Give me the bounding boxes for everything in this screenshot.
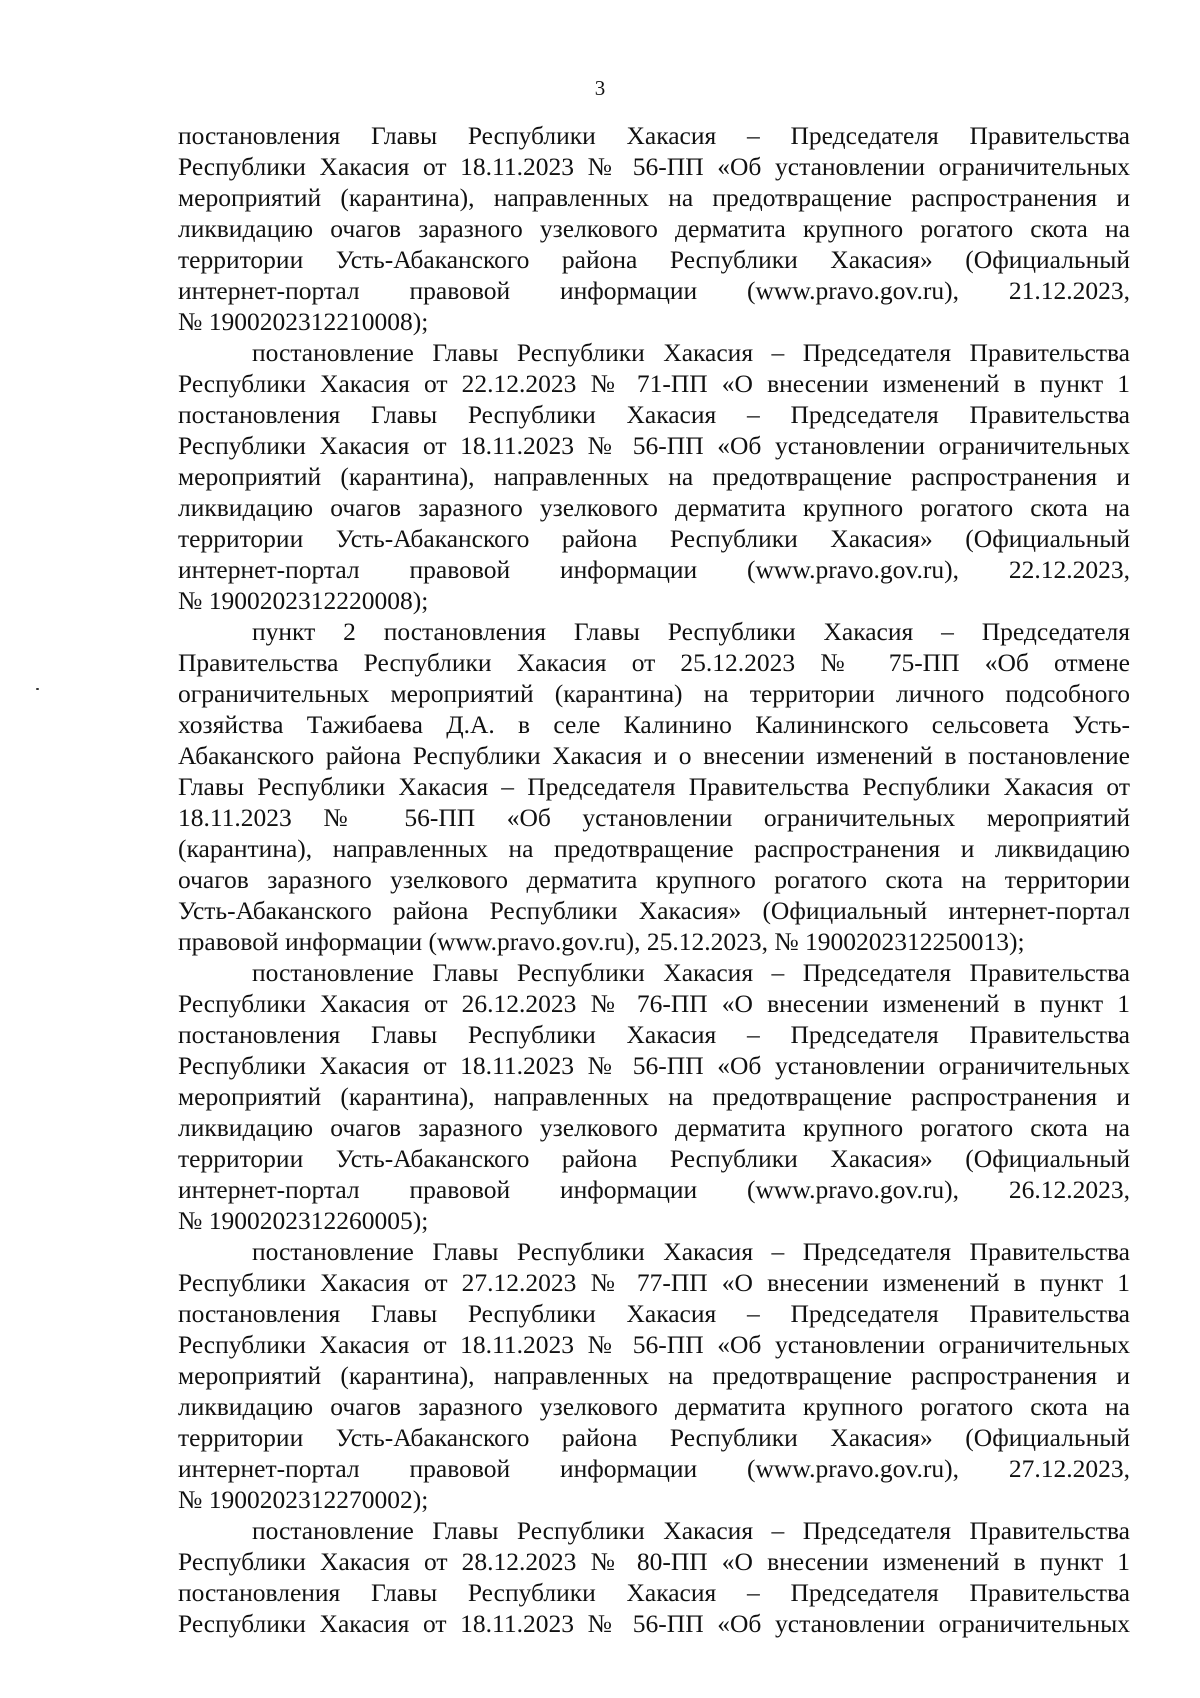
text-line: постановления Главы Республики Хакасия – Председателя Правительства	[178, 1020, 1130, 1049]
text-line: мероприятий (карантина), направленных на предотвращение распространения и	[178, 1082, 1130, 1111]
text-line: ликвидацию очагов заразного узелкового дерматита крупного рогатого скота на	[178, 1113, 1130, 1142]
text-line: № 1900202312270002);	[178, 1485, 429, 1514]
paragraph	[178, 616, 1130, 957]
text-line: территории Усть-Абаканского района Республики Хакасия» (Официальный	[178, 1144, 1130, 1173]
page-number: 3	[594, 76, 606, 100]
text-line: № 1900202312260005);	[178, 1206, 429, 1235]
text-line: Республики Хакасия от 28.12.2023 № 80-ПП «О внесении изменений в пункт 1	[178, 1547, 1130, 1576]
text-line: ликвидацию очагов заразного узелкового дерматита крупного рогатого скота на	[178, 493, 1130, 522]
text-line: постановления Главы Республики Хакасия – Председателя Правительства	[178, 121, 1130, 150]
text-line: ликвидацию очагов заразного узелкового дерматита крупного рогатого скота на	[178, 214, 1130, 243]
text-line: мероприятий (карантина), направленных на предотвращение распространения и	[178, 183, 1130, 212]
text-line: мероприятий (карантина), направленных на предотвращение распространения и	[178, 462, 1130, 491]
text-line: хозяйства Тажибаева Д.А. в селе Калинино Калининского сельсовета Усть-	[178, 710, 1130, 739]
text-line: интернет-портал правовой информации (www.pravo.gov.ru), 26.12.2023,	[178, 1175, 1130, 1204]
text-line: пункт 2 постановления Главы Республики Хакасия – Председателя	[252, 617, 1130, 646]
text-line: правовой информации (www.pravo.gov.ru), 25.12.2023, № 1900202312250013);	[178, 927, 1025, 956]
paragraph	[178, 957, 1130, 1236]
text-line: интернет-портал правовой информации (www.pravo.gov.ru), 21.12.2023,	[178, 276, 1130, 305]
text-line: очагов заразного узелкового дерматита крупного рогатого скота на территории	[178, 865, 1130, 894]
text-line: постановления Главы Республики Хакасия – Председателя Правительства	[178, 400, 1130, 429]
text-line: Республики Хакасия от 18.11.2023 № 56-ПП «Об установлении ограничительных	[178, 1051, 1130, 1080]
text-line: Главы Республики Хакасия – Председателя Правительства Республики Хакасия от	[178, 772, 1130, 801]
text-line: Республики Хакасия от 18.11.2023 № 56-ПП «Об установлении ограничительных	[178, 1330, 1130, 1359]
text-line: постановление Главы Республики Хакасия – Председателя Правительства	[252, 1237, 1130, 1266]
paragraph	[178, 1236, 1130, 1515]
text-line: постановление Главы Республики Хакасия – Председателя Правительства	[252, 1516, 1130, 1545]
text-line: Усть-Абаканского района Республики Хакасия» (Официальный интернет-портал	[178, 896, 1130, 925]
text-line: постановление Главы Республики Хакасия – Председателя Правительства	[252, 958, 1130, 987]
text-line: Республики Хакасия от 22.12.2023 № 71-ПП «О внесении изменений в пункт 1	[178, 369, 1130, 398]
text-line: территории Усть-Абаканского района Республики Хакасия» (Официальный	[178, 524, 1130, 553]
text-line: постановление Главы Республики Хакасия – Председателя Правительства	[252, 338, 1130, 367]
text-line: Республики Хакасия от 18.11.2023 № 56-ПП «Об установлении ограничительных	[178, 152, 1130, 181]
text-line: ликвидацию очагов заразного узелкового дерматита крупного рогатого скота на	[178, 1392, 1130, 1421]
text-line: территории Усть-Абаканского района Республики Хакасия» (Официальный	[178, 245, 1130, 274]
text-line: постановления Главы Республики Хакасия – Председателя Правительства	[178, 1299, 1130, 1328]
text-line: Абаканского района Республики Хакасия и о внесении изменений в постановление	[178, 741, 1130, 770]
text-line: Республики Хакасия от 18.11.2023 № 56-ПП «Об установлении ограничительных	[178, 431, 1130, 460]
text-line: 18.11.2023 № 56-ПП «Об установлении ограничительных мероприятий	[178, 803, 1130, 832]
text-line: мероприятий (карантина), направленных на предотвращение распространения и	[178, 1361, 1130, 1390]
text-line: Республики Хакасия от 26.12.2023 № 76-ПП «О внесении изменений в пункт 1	[178, 989, 1130, 1018]
text-line: территории Усть-Абаканского района Республики Хакасия» (Официальный	[178, 1423, 1130, 1452]
text-line: постановления Главы Республики Хакасия – Председателя Правительства	[178, 1578, 1130, 1607]
text-line: Республики Хакасия от 27.12.2023 № 77-ПП «О внесении изменений в пункт 1	[178, 1268, 1130, 1297]
text-line: Республики Хакасия от 18.11.2023 № 56-ПП «Об установлении ограничительных	[178, 1609, 1130, 1638]
text-line: № 1900202312210008);	[178, 307, 429, 336]
text-line: Правительства Республики Хакасия от 25.12.2023 № 75-ПП «Об отмене	[178, 648, 1130, 677]
text-line: интернет-портал правовой информации (www.pravo.gov.ru), 27.12.2023,	[178, 1454, 1130, 1483]
paragraph	[178, 337, 1130, 616]
paragraph	[178, 1515, 1130, 1639]
document-body	[178, 120, 1130, 1639]
text-line: (карантина), направленных на предотвращение распространения и ликвидацию	[178, 834, 1130, 863]
paragraph-continuation	[178, 120, 1130, 337]
text-line: № 1900202312220008);	[178, 586, 429, 615]
text-line: интернет-портал правовой информации (www.pravo.gov.ru), 22.12.2023,	[178, 555, 1130, 584]
text-line: ограничительных мероприятий (карантина) на территории личного подсобного	[178, 679, 1130, 708]
scan-speck	[36, 688, 39, 690]
